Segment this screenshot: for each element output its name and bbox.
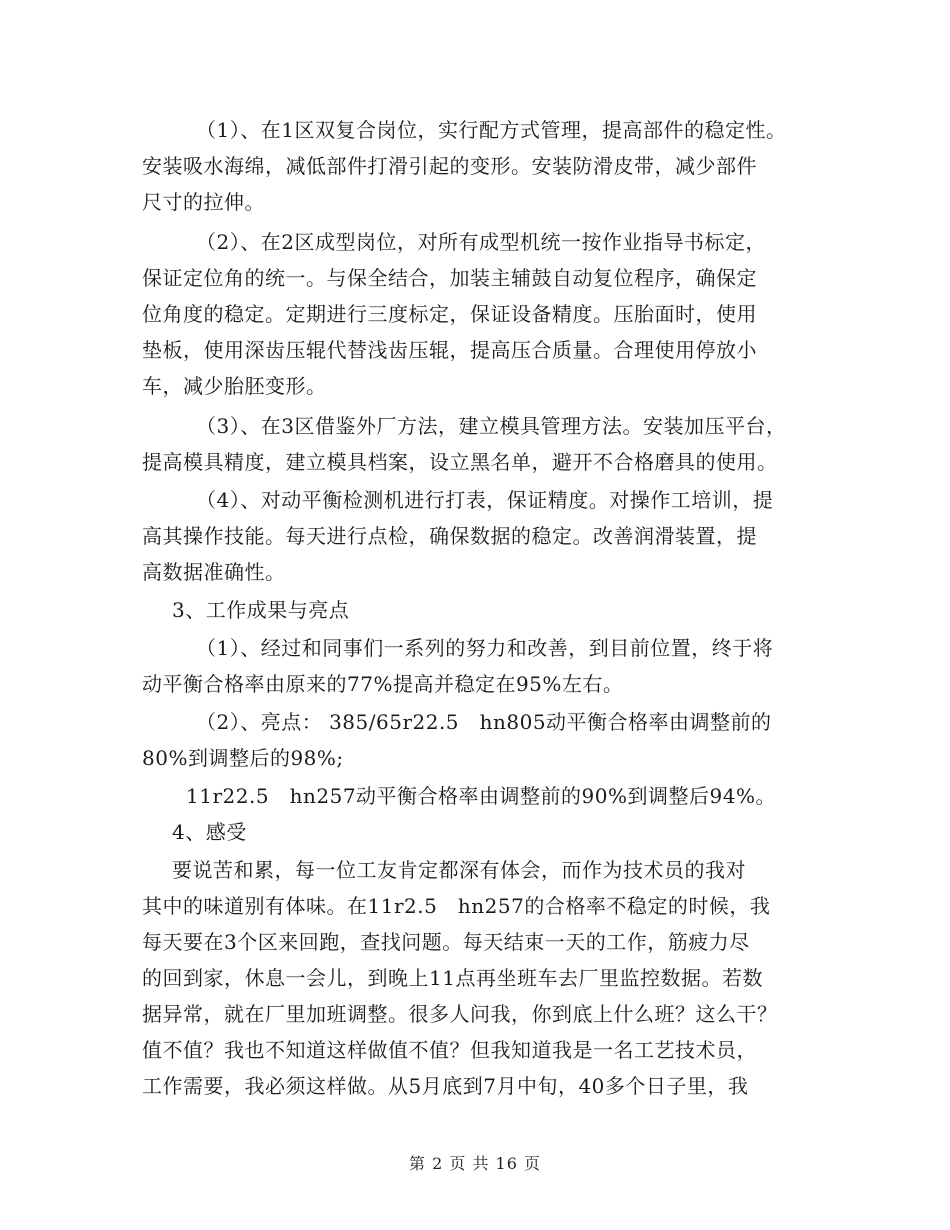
text-line: 工作需要，我必须这样做。从5月底到7月中旬，40多个日子里，我 [142,1074,749,1098]
text-line: （2）、在2区成型岗位，对所有成型机统一按作业指导书标定， [196,230,766,254]
page-number-footer: 第 2 页 共 16 页 [409,1154,541,1173]
text-line: （1）、经过和同事们一系列的努力和改善，到目前位置，终于将 [196,636,774,660]
text-line: 高数据准确性。 [142,560,286,584]
text-line: 要说苦和累，每一位工友肯定都深有体会，而作为技术员的我对 [172,858,746,882]
text-line: 位角度的稳定。定期进行三度标定，保证设备精度。压胎面时，使用 [142,302,757,326]
text-line: 动平衡合格率由原来的77%提高并稳定在95%左右。 [142,672,624,696]
text-line: 提高模具精度，建立模具档案，设立黑名单，避开不合格磨具的使用。 [142,450,778,474]
section-heading: 3、工作成果与亮点 [172,598,350,622]
text-line: 11r22.5 hn257动平衡合格率由调整前的90%到调整后94%。 [186,784,776,808]
text-line: （3）、在3区借鉴外厂方法，建立模具管理方法。安装加压平台， [196,414,787,438]
text-line: 每天要在3个区来回跑，查找问题。每天结束一天的工作，筋疲力尽 [142,930,750,954]
text-line: 80%到调整后的98%; [142,746,344,770]
text-line: 保证定位角的统一。与保全结合，加装主辅鼓自动复位程序，确保定 [142,266,757,290]
text-line: （2）、亮点： 385/65r22.5 hn805动平衡合格率由调整前的 [196,710,772,734]
text-line: 安装吸水海绵，减低部件打滑引起的变形。安装防滑皮带，减少部件 [142,154,757,178]
text-line: 尺寸的拉伸。 [142,190,265,214]
text-line: 车，减少胎胚变形。 [142,374,327,398]
text-line: （4）、对动平衡检测机进行打表，保证精度。对操作工培训，提 [196,488,774,512]
text-line: 据异常，就在厂里加班调整。很多人问我，你到底上什么班？这么干？ [142,1002,778,1026]
section-heading: 4、感受 [172,820,247,844]
text-line: 高其操作技能。每天进行点检，确保数据的稳定。改善润滑装置，提 [142,524,757,548]
text-line: 垫板，使用深齿压辊代替浅齿压辊，提高压合质量。合理使用停放小 [142,338,757,362]
text-line: 值不值？我也不知道这样做值不值？但我知道我是一名工艺技术员， [142,1038,757,1062]
text-line: 的回到家，休息一会儿，到晚上11点再坐班车去厂里监控数据。若数 [142,966,763,990]
text-line: 其中的味道别有体味。在11r2.5 hn257的合格率不稳定的时候，我 [142,894,771,918]
text-line: （1）、在1区双复合岗位，实行配方式管理，提高部件的稳定性。 [196,118,787,142]
